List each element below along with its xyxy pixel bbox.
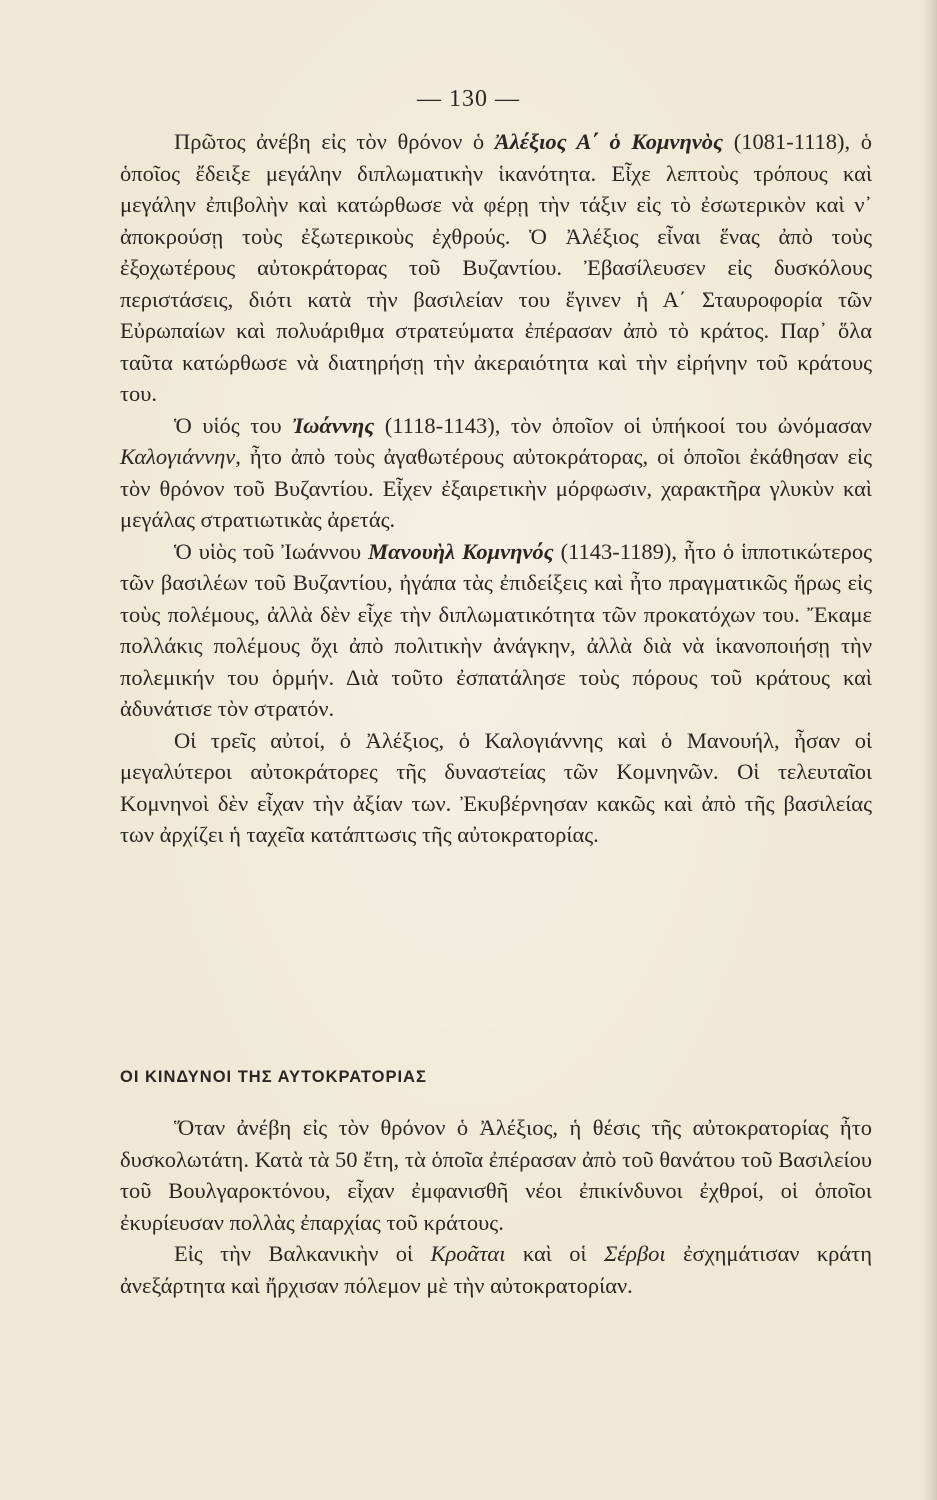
- emphasized-name: Ἀλέξιος Α΄ ὁ Κομνηνὸς: [494, 129, 724, 154]
- italic-name: Καλογιάννην: [120, 444, 236, 469]
- text-segment: Ὅταν ἀνέβη εἰς τὸν θρόνον ὁ Ἀλέξιος, ἡ θέσις τῆς αὐτοκρατορίας ἦτο δυσκολωτάτη. Κατὰ τὰ 50 ἔτη, τὰ ὁποῖα ἐπέρασαν ἀπὸ τοῦ θανάτου τοῦ Βασιλείου τοῦ Βουλγαροκτόνου, εἶχαν ἐμφανισθῆ νέοι ἐπικίνδυνοι ἐχθροί, οἱ ὁποῖοι ἐκυρίευσαν πολλὰς ἐπαρχίας τοῦ κράτους.: [120, 1115, 872, 1235]
- page-number: — 130 —: [417, 86, 520, 112]
- section-text-block: [120, 1112, 872, 1301]
- text-segment: Οἱ τρεῖς αὐτοί, ὁ Ἀλέξιος, ὁ Καλογιάννης καὶ ὁ Μανουήλ, ἦσαν οἱ μεγαλύτεροι αὐτοκράτορες τῆς δυναστείας τῶν Κομνηνῶν. Οἱ τελευταῖοι Κομνηνοὶ δὲν εἶχαν τὴν ἀξίαν των. Ἐκυβέρνησαν κακῶς καὶ ἀπὸ τῆς βασιλείας των ἀρχίζει ἡ ταχεῖα κατάπτωσις τῆς αὐτοκρατορίας.: [120, 727, 872, 847]
- paragraph-balkans: [120, 1238, 872, 1301]
- italic-name: Σέρβοι: [603, 1241, 666, 1266]
- text-segment: Πρῶτος ἀνέβη εἰς τὸν θρόνον ὁ: [174, 129, 495, 154]
- paragraph-alexios: [120, 126, 872, 410]
- paragraph-ioannis: [120, 410, 872, 536]
- text-segment: (1143-1189), ἦτο ὁ ἱπποτικώτερος τῶν βασιλέων τοῦ Βυζαντίου, ἠγάπα τὰς ἐπιδείξεις καὶ ἦτο πραγματικῶς ἥρως εἰς τοὺς πολέμους, ἀλλὰ δὲν εἶχε τὴν διπλωματικότητα τῶν προκατόχων του. Ἔκαμε πολλάκις πολέμους ὄχι ἀπὸ πολιτικὴν ἀνάγκην, ἀλλὰ διὰ νὰ ἱκανοποιήσῃ τὴν πολεμικήν του ὁρμήν. Διὰ τοῦτο ἐσπατάλησε τοὺς πόρους τοῦ κράτους καὶ ἀδυνάτισε τὸν στρατόν.: [120, 538, 872, 721]
- italic-name: Κροᾶται: [430, 1241, 506, 1266]
- paragraph-dangers: [120, 1112, 872, 1238]
- paragraph-komnenoi: [120, 725, 872, 851]
- section-heading: ΟΙ ΚΙΝΔΥΝΟΙ ΤΗΣ ΑΥΤΟΚΡΑΤΟΡΙΑΣ: [120, 1068, 427, 1086]
- paragraph-manouil: [120, 536, 872, 725]
- emphasized-name: Μανουὴλ Κομνηνός: [368, 538, 554, 564]
- text-segment: (1118-1143), τὸν ὁποῖον οἱ ὑπήκοοί του ὠνόμασαν: [374, 412, 872, 438]
- text-segment: (1081-1118), ὁ ὁποῖος ἔδειξε μεγάλην διπλωματικὴν ἱκανότητα. Εἶχε λεπτοὺς τρόπους καὶ μεγάλην ἐπιβολὴν καὶ κατώρθωσε νὰ φέρῃ τὴν τάξιν εἰς τὸ ἐσωτερικὸν καὶ ν᾿ ἀποκρούσῃ τοὺς ἐξωτερικοὺς ἐχθρούς. Ὁ Ἀλέξιος εἶναι ἕνας ἀπὸ τοὺς ἐξοχωτέρους αὐτοκράτορας τοῦ Βυζαντίου. Ἐβασίλευσεν εἰς δυσκόλους περιστάσεις, διότι κατὰ τὴν βασιλείαν του ἔγινεν ἡ Α΄ Σταυροφορία τῶν Εὐρωπαίων καὶ πολυάριθμα στρατεύματα ἐπέρασαν ἀπὸ τὸ κράτος. Παρ᾿ ὅλα ταῦτα κατώρθωσε νὰ διατηρήσῃ τὴν ἀκεραιότητα καὶ τὴν εἰρήνην τοῦ κράτους του.: [120, 129, 873, 406]
- text-segment: καὶ οἱ: [505, 1241, 604, 1266]
- text-segment: Ὁ υἱός του: [174, 412, 293, 438]
- emphasized-name: Ἰωάννης: [292, 412, 375, 438]
- text-segment: , ἦτο ἀπὸ τοὺς ἀγαθωτέρους αὐτοκράτορας, οἱ ὁποῖοι ἐκάθησαν εἰς τὸν θρόνον τοῦ Βυζαντίου. Εἶχεν ἐξαιρετικὴν μόρφωσιν, χαρακτῆρα γλυκὺν καὶ μεγάλας στρατιωτικὰς ἀρετάς.: [120, 444, 872, 532]
- text-segment: Εἰς τὴν Βαλκανικὴν οἱ: [174, 1241, 431, 1266]
- text-segment: Ὁ υἱὸς τοῦ Ἰωάννου: [174, 538, 369, 564]
- text-segment: ἐσχημάτισαν κράτη ἀνεξάρτητα καὶ ἤρχισαν πόλεμον μὲ τὴν αὐτοκρατορίαν.: [120, 1241, 872, 1298]
- page-edge-shadow: [923, 0, 937, 1500]
- main-text-block: [120, 126, 872, 851]
